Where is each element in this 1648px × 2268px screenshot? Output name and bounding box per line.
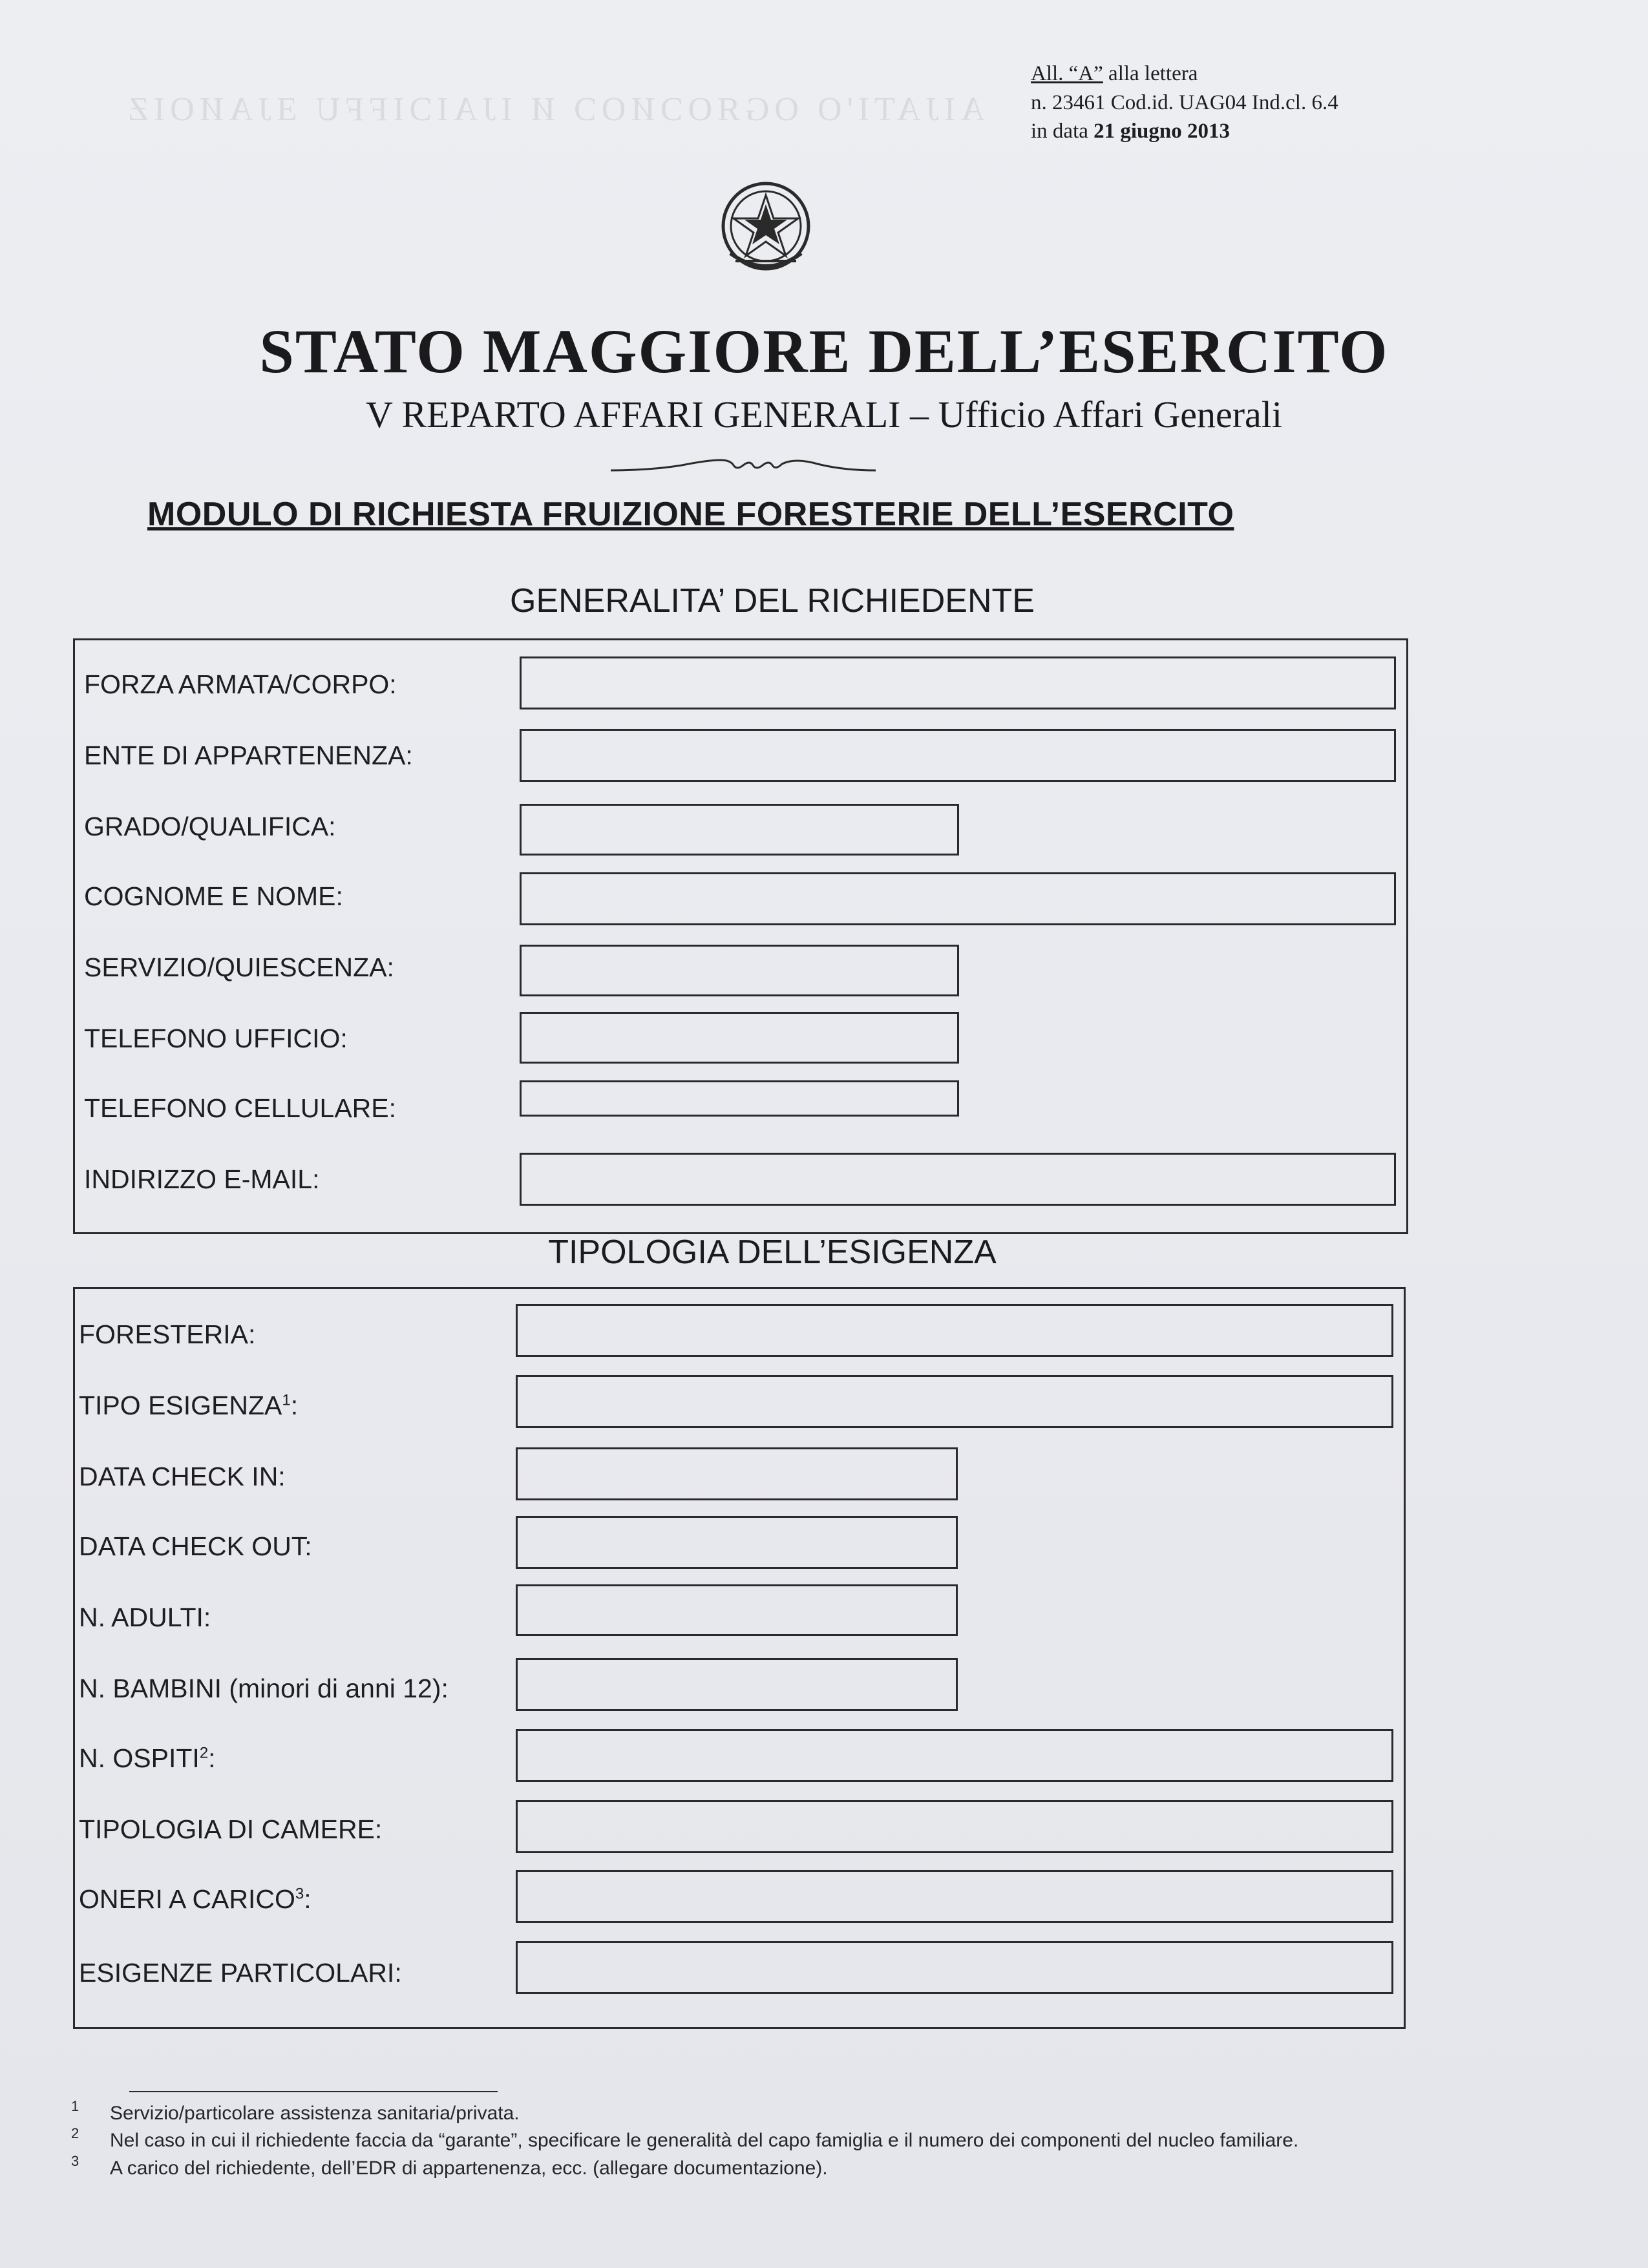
label-text: N. OSPITI (79, 1743, 200, 1773)
footnote-marker: 3 (295, 1885, 304, 1903)
label-text: TIPO ESIGENZA (79, 1391, 282, 1420)
section-heading-requirement: TIPOLOGIA DELL’ESIGENZA (548, 1234, 997, 1271)
label-suffix: : (290, 1391, 299, 1420)
reference-date: 21 giugno 2013 (1093, 120, 1231, 143)
footnotes (71, 2098, 1454, 2183)
grado-qualifica-input[interactable] (520, 804, 959, 856)
field-label-servizio: SERVIZIO/QUIESCENZA: (84, 952, 394, 982)
applicant-section (73, 638, 1408, 1234)
field-label-grado: GRADO/QUALIFICA: (84, 812, 336, 841)
footnote-item (71, 2098, 1454, 2126)
section-heading-applicant: GENERALITA’ DEL RICHIEDENTE (510, 582, 1035, 620)
field-label-esigenze-particolari: ESIGENZE PARTICOLARI: (79, 1958, 402, 1988)
bleed-through-text (956, 265, 963, 295)
footnote-text: Nel caso in cui il richiedente faccia da “garante”, specificare le generalità del capo famiglia e il numero dei componenti del nucleo familiare. (110, 2130, 1299, 2152)
footnote-marker: 2 (199, 1744, 209, 1762)
field-label-oneri (79, 1884, 312, 1915)
field-label-check-out: DATA CHECK OUT: (79, 1531, 312, 1561)
charges-input[interactable] (516, 1870, 1393, 1923)
reference-text: in data (1031, 120, 1094, 143)
field-label-adulti: N. ADULTI: (79, 1602, 211, 1632)
field-label-cognome-nome: COGNOME E NOME: (84, 881, 343, 911)
bleed-through-text: AIJATI'O OGЯOƆИOƆ И IJAIƆIFFU ƎЈAИOIƵ (123, 91, 985, 128)
room-type-input[interactable] (516, 1800, 1393, 1853)
email-input[interactable] (520, 1153, 1396, 1206)
field-label-telefono-ufficio: TELEFONO UFFICIO: (84, 1024, 348, 1053)
telefono-cellulare-input[interactable] (520, 1080, 959, 1117)
footnote-number: 2 (71, 2125, 79, 2142)
attachment-ref: All. “A” (1031, 62, 1103, 85)
check-in-date-input[interactable] (516, 1447, 958, 1500)
italian-republic-emblem-icon (716, 176, 816, 279)
field-label-foresteria: FORESTERIA: (79, 1319, 256, 1349)
footnote-divider (129, 2091, 498, 2092)
special-requirements-input[interactable] (516, 1941, 1393, 1994)
cognome-nome-input[interactable] (520, 872, 1396, 925)
field-label-ospiti (79, 1743, 216, 1774)
footnote-item (71, 2152, 1454, 2181)
children-count-input[interactable] (516, 1658, 958, 1711)
field-label-tipo-esigenza (79, 1391, 298, 1421)
field-label-tipologia-camere: TIPOLOGIA DI CAMERE: (79, 1814, 383, 1844)
form-title: MODULO DI RICHIESTA FRUIZIONE FORESTERIE DELL’ESERCITO (147, 496, 1234, 533)
protocol-number: n. 23461 Cod.id. UAG04 Ind.cl. 6.4 (1031, 90, 1338, 114)
footnote-number: 3 (71, 2152, 79, 2169)
footnote-item (71, 2125, 1454, 2153)
tipo-esigenza-input[interactable] (516, 1375, 1393, 1428)
footnote-text: Servizio/particolare assistenza sanitaria/privata. (110, 2103, 520, 2124)
field-label-ente: ENTE DI APPARTENENZA: (84, 740, 413, 770)
field-label-check-in: DATA CHECK IN: (79, 1462, 286, 1491)
label-suffix: : (208, 1743, 216, 1773)
label-text: ONERI A CARICO (79, 1884, 295, 1914)
decorative-flourish-icon (611, 446, 876, 478)
page-title: STATO MAGGIORE DELL’ESERCITO (259, 317, 1389, 386)
adults-count-input[interactable] (516, 1584, 958, 1636)
footnote-text: A carico del richiedente, dell’EDR di appartenenza, ecc. (allegare documentazione). (110, 2157, 828, 2179)
footnote-number: 1 (71, 2098, 79, 2114)
telefono-ufficio-input[interactable] (520, 1012, 959, 1064)
foresteria-input[interactable] (516, 1304, 1393, 1357)
guests-count-input[interactable] (516, 1729, 1393, 1782)
reference-text: alla lettera (1103, 62, 1198, 85)
field-label-email: INDIRIZZO E-MAIL: (84, 1164, 320, 1194)
check-out-date-input[interactable] (516, 1516, 958, 1569)
ente-appartenenza-input[interactable] (520, 729, 1396, 782)
field-label-telefono-cellulare: TELEFONO CELLULARE: (84, 1093, 397, 1123)
field-label-bambini: N. BAMBINI (minori di anni 12): (79, 1674, 449, 1703)
reference-block (1031, 59, 1338, 146)
servizio-quiescenza-input[interactable] (520, 945, 959, 996)
footnote-marker: 1 (282, 1391, 291, 1409)
field-label-forza-armata: FORZA ARMATA/CORPO: (84, 669, 397, 699)
forza-armata-input[interactable] (520, 656, 1396, 709)
label-suffix: : (304, 1884, 312, 1914)
page-subtitle: V REPARTO AFFARI GENERALI – Ufficio Affari Generali (366, 394, 1282, 436)
